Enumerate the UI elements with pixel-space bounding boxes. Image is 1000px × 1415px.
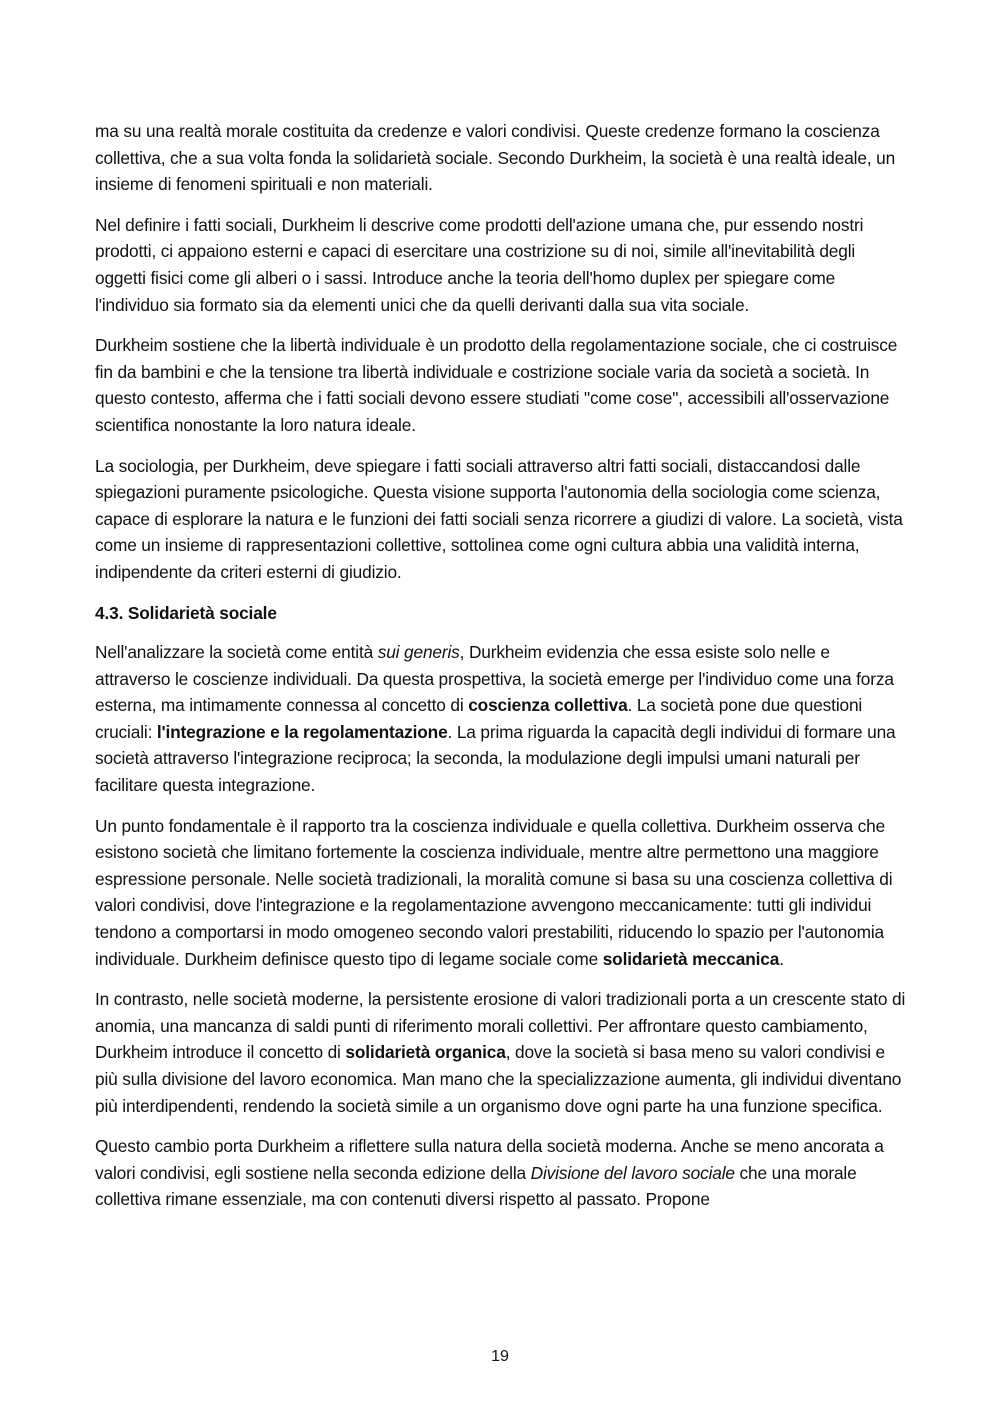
paragraph xyxy=(95,986,907,1119)
text-run: , dove la società si basa meno su valori condivisi e più sulla divisione del lavoro economica. Man mano che la specializzazione aumenta, gli individui diventano più interdipendenti, rendendo la società simile a un organismo dove ogni parte ha una funzione specifica. xyxy=(95,1042,902,1116)
page-body xyxy=(95,118,907,1227)
italic-term: sui generis xyxy=(377,642,460,663)
page-number: 19 xyxy=(491,1348,509,1365)
paragraph: Nel definire i fatti sociali, Durkheim li descrive come prodotti dell'azione umana che, pur essendo nostri prodotti, ci appaiono esterni e capaci di esercitare una costrizione su di noi, simile all'inevitabilità degli oggetti fisici come gli alberi o i sassi. Introduce anche la teoria dell'homo duplex per spiegare come l'individuo sia formato sia da elementi unici che da quelli derivanti dalla sua vita sociale. xyxy=(95,214,864,315)
text-run: . xyxy=(779,948,784,969)
paragraph xyxy=(95,639,907,799)
text-run: . La società pone due questioni cruciali: xyxy=(95,695,863,742)
bold-term: solidarietà organica xyxy=(345,1042,506,1063)
bold-term: coscienza collettiva xyxy=(468,695,628,716)
text-run: , Durkheim evidenzia che essa esiste solo nelle e attraverso le coscienze individuali. Da questa prospettiva, la società emerge per l'individuo come una forza esterna, ma intimamente connessa al concetto di xyxy=(95,642,894,716)
paragraph xyxy=(95,1133,907,1213)
text-run: Questo cambio porta Durkheim a riflettere sulla natura della società moderna. Anche se meno ancorata a valori condivisi, egli sostiene nella seconda edizione della xyxy=(95,1136,884,1183)
paragraph xyxy=(95,813,907,973)
paragraph: ma su una realtà morale costituita da credenze e valori condivisi. Queste credenze formano la coscienza collettiva, che a sua volta fonda la solidarietà sociale. Secondo Durkheim, la società è una realtà ideale, un insieme di fenomeni spirituali e non materiali. xyxy=(95,121,896,195)
text-run: Un punto fondamentale è il rapporto tra la coscienza individuale e quella collettiva. Durkheim osserva che esistono società che limitano fortemente la coscienza individuale, mentre altre permettono una maggiore espressione personale. Nelle società tradizionali, la moralità comune si basa su una coscienza collettiva di valori condivisi, dove l'integrazione e la regolamentazione avvengono meccanicamente: tutti gli individui tendono a comportarsi in modo omogeneo secondo valori prestabiliti, riducendo lo spazio per l'autonomia individuale. Durkheim definisce questo tipo di legame sociale come xyxy=(95,815,893,969)
paragraph: La sociologia, per Durkheim, deve spiegare i fatti sociali attraverso altri fatti sociali, distaccandosi dalle spiegazioni puramente psicologiche. Questa visione supporta l'autonomia della sociologia come scienza, capace di esplorare la natura e le funzioni dei fatti sociali senza ricorrere a giudizi di valore. La società, vista come un insieme di rappresentazioni collettive, sottolinea come ogni cultura abbia una validità interna, indipendente da criteri esterni di giudizio. xyxy=(95,455,903,582)
bold-term: l'integrazione e la regolamentazione xyxy=(156,721,448,742)
italic-term: Divisione del lavoro sociale xyxy=(530,1162,735,1183)
text-run: che una morale collettiva rimane essenziale, ma con contenuti diversi rispetto al passato. Propone xyxy=(95,1162,857,1210)
text-run: . La prima riguarda la capacità degli individui di formare una società attraverso l'integrazione reciproca; la seconda, la modulazione degli impulsi umani naturali per facilitare questa integrazione. xyxy=(95,721,896,796)
text-run: Nell'analizzare la società come entità xyxy=(95,642,378,663)
paragraph: Durkheim sostiene che la libertà individuale è un prodotto della regolamentazione sociale, che ci costruisce fin da bambini e che la tensione tra libertà individuale e costrizione sociale varia da società a società. In questo contesto, afferma che i fatti sociali devono essere studiati "come cose", accessibili all'osservazione scientifica nonostante la loro natura ideale. xyxy=(95,335,898,435)
bold-term: solidarietà meccanica xyxy=(602,948,780,969)
text-run: In contrasto, nelle società moderne, la persistente erosione di valori tradizionali porta a un crescente stato di anomia, una mancanza di saldi punti di riferimento morali collettivi. Per affrontare questo cambiamento, Durkheim introduce il concetto di xyxy=(95,989,906,1063)
section-heading: 4.3. Solidarietà sociale xyxy=(95,602,277,623)
